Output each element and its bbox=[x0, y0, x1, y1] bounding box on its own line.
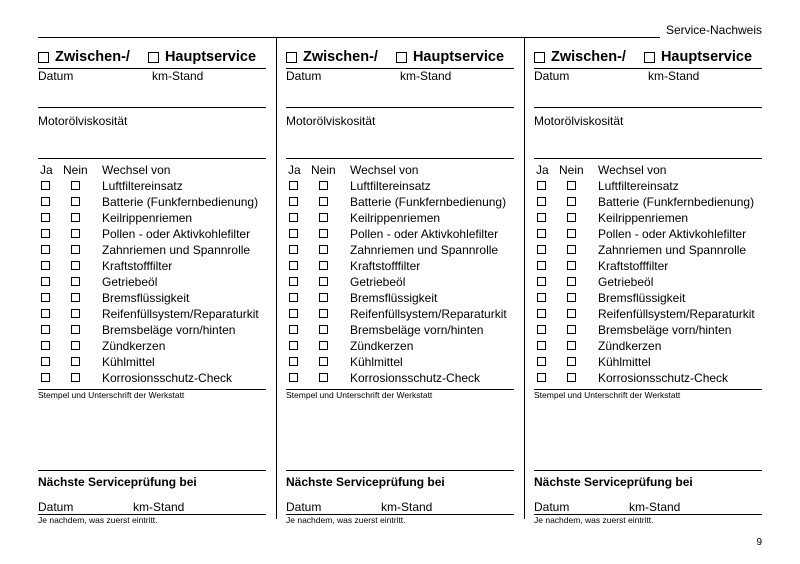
next-service-line bbox=[286, 470, 514, 471]
date-label: Datum bbox=[534, 69, 570, 83]
nein-checkbox[interactable] bbox=[567, 261, 576, 270]
next-service-note: Je nachdem, was zuerst eintritt. bbox=[534, 515, 654, 525]
stamp-label: Stempel und Unterschrift der Werkstatt bbox=[534, 390, 681, 400]
nein-checkbox[interactable] bbox=[71, 245, 80, 254]
checklist-item bbox=[38, 258, 266, 274]
checklist-item-label: Korrosionsschutz-Check bbox=[598, 371, 729, 385]
checklist-item bbox=[534, 306, 762, 322]
ja-checkbox[interactable] bbox=[289, 181, 298, 190]
ja-checkbox[interactable] bbox=[41, 309, 50, 318]
checklist-item-label: Bremsbeläge vorn/hinten bbox=[102, 323, 236, 337]
ja-checkbox[interactable] bbox=[537, 325, 546, 334]
next-service-note: Je nachdem, was zuerst eintritt. bbox=[286, 515, 406, 525]
header-rule bbox=[38, 37, 660, 38]
ja-checkbox[interactable] bbox=[289, 261, 298, 270]
checklist bbox=[38, 178, 266, 386]
checklist-item bbox=[286, 354, 514, 370]
stamp-label: Stempel und Unterschrift der Werkstatt bbox=[38, 390, 185, 400]
nein-checkbox[interactable] bbox=[71, 197, 80, 206]
hauptservice-checkbox[interactable] bbox=[644, 52, 655, 63]
checklist-item bbox=[534, 322, 762, 338]
nein-checkbox[interactable] bbox=[567, 229, 576, 238]
checklist-item bbox=[534, 258, 762, 274]
next-service-line bbox=[38, 470, 266, 471]
ja-checkbox[interactable] bbox=[537, 293, 546, 302]
nein-checkbox[interactable] bbox=[71, 213, 80, 222]
wechsel-column-header: Wechsel von bbox=[350, 163, 419, 177]
checklist-item bbox=[286, 258, 514, 274]
nein-checkbox[interactable] bbox=[319, 245, 328, 254]
stamp-label: Stempel und Unterschrift der Werkstatt bbox=[286, 390, 433, 400]
date-label: Datum bbox=[38, 69, 74, 83]
zwischenservice-checkbox[interactable] bbox=[534, 52, 545, 63]
nein-checkbox[interactable] bbox=[319, 213, 328, 222]
km-label: km-Stand bbox=[648, 69, 700, 83]
wechsel-column-header: Wechsel von bbox=[102, 163, 171, 177]
checklist-item bbox=[38, 306, 266, 322]
nein-checkbox[interactable] bbox=[71, 357, 80, 366]
ja-checkbox[interactable] bbox=[41, 277, 50, 286]
checklist-header bbox=[286, 158, 514, 178]
next-date-label: Datum bbox=[534, 500, 570, 514]
hauptservice-checkbox[interactable] bbox=[148, 52, 159, 63]
nein-checkbox[interactable] bbox=[71, 373, 80, 382]
wechsel-column-header: Wechsel von bbox=[598, 163, 667, 177]
checklist-item-label: Zündkerzen bbox=[350, 339, 414, 353]
checklist-item-label: Batterie (Funkfernbedienung) bbox=[102, 195, 259, 209]
checklist-item-label: Bremsbeläge vorn/hinten bbox=[598, 323, 732, 337]
ja-checkbox[interactable] bbox=[537, 213, 546, 222]
date-km-labels bbox=[534, 68, 762, 83]
ja-checkbox[interactable] bbox=[537, 357, 546, 366]
checklist-item-label: Pollen - oder Aktivkohlefilter bbox=[598, 227, 747, 241]
ja-checkbox[interactable] bbox=[537, 277, 546, 286]
checklist-item-label: Zündkerzen bbox=[102, 339, 166, 353]
nein-checkbox[interactable] bbox=[71, 181, 80, 190]
next-service-note: Je nachdem, was zuerst eintritt. bbox=[38, 515, 158, 525]
hauptservice-label: Hauptservice bbox=[164, 49, 257, 65]
checklist-item-label: Kraftstofffilter bbox=[350, 259, 421, 273]
checklist-item-label: Batterie (Funkfernbedienung) bbox=[598, 195, 755, 209]
checklist-item-label: Kühlmittel bbox=[350, 355, 403, 369]
nein-checkbox[interactable] bbox=[567, 181, 576, 190]
hauptservice-label: Hauptservice bbox=[412, 49, 505, 65]
checklist-item bbox=[38, 370, 266, 386]
checklist-item-label: Reifenfüllsystem/Reparaturkit bbox=[598, 307, 755, 321]
nein-checkbox[interactable] bbox=[567, 373, 576, 382]
checklist-item-label: Reifenfüllsystem/Reparaturkit bbox=[102, 307, 259, 321]
nein-checkbox[interactable] bbox=[319, 229, 328, 238]
hauptservice-label: Hauptservice bbox=[660, 49, 753, 65]
nein-checkbox[interactable] bbox=[319, 309, 328, 318]
viscosity-label: Motorölviskosität bbox=[534, 114, 624, 128]
nein-checkbox[interactable] bbox=[567, 245, 576, 254]
viscosity-entry-field[interactable] bbox=[38, 128, 266, 140]
km-label: km-Stand bbox=[152, 69, 204, 83]
checklist-item bbox=[38, 354, 266, 370]
checklist-item bbox=[286, 338, 514, 354]
nein-checkbox[interactable] bbox=[319, 197, 328, 206]
ja-checkbox[interactable] bbox=[537, 373, 546, 382]
checklist-item bbox=[38, 194, 266, 210]
nein-checkbox[interactable] bbox=[567, 341, 576, 350]
nein-checkbox[interactable] bbox=[71, 341, 80, 350]
ja-checkbox[interactable] bbox=[289, 293, 298, 302]
next-service-fields[interactable] bbox=[534, 500, 762, 514]
next-km-label: km-Stand bbox=[133, 500, 185, 514]
stamp-signature-area[interactable] bbox=[286, 390, 514, 470]
nein-checkbox[interactable] bbox=[319, 341, 328, 350]
checklist-item bbox=[534, 290, 762, 306]
checklist-item-label: Pollen - oder Aktivkohlefilter bbox=[350, 227, 499, 241]
checklist-item bbox=[534, 178, 762, 194]
checklist-item-label: Reifenfüllsystem/Reparaturkit bbox=[350, 307, 507, 321]
checklist-item bbox=[534, 354, 762, 370]
nein-checkbox[interactable] bbox=[71, 229, 80, 238]
ja-checkbox[interactable] bbox=[41, 229, 50, 238]
service-type-heading bbox=[534, 46, 762, 68]
ja-checkbox[interactable] bbox=[537, 181, 546, 190]
nein-checkbox[interactable] bbox=[71, 325, 80, 334]
date-km-line bbox=[38, 107, 266, 108]
ja-checkbox[interactable] bbox=[289, 325, 298, 334]
checklist-item bbox=[286, 274, 514, 290]
nein-checkbox[interactable] bbox=[567, 309, 576, 318]
next-service-title: Nächste Serviceprüfung bei bbox=[38, 475, 197, 489]
next-date-label: Datum bbox=[38, 500, 74, 514]
nein-checkbox[interactable] bbox=[71, 293, 80, 302]
checklist-item-label: Korrosionsschutz-Check bbox=[102, 371, 233, 385]
nein-checkbox[interactable] bbox=[319, 373, 328, 382]
next-service-title: Nächste Serviceprüfung bei bbox=[534, 475, 693, 489]
ja-checkbox[interactable] bbox=[537, 261, 546, 270]
ja-checkbox[interactable] bbox=[289, 357, 298, 366]
ja-checkbox[interactable] bbox=[289, 277, 298, 286]
checklist-item-label: Zahnriemen und Spannrolle bbox=[350, 243, 499, 257]
checklist-item bbox=[286, 194, 514, 210]
hauptservice-checkbox[interactable] bbox=[396, 52, 407, 63]
checklist-item bbox=[38, 322, 266, 338]
km-label: km-Stand bbox=[400, 69, 452, 83]
checklist-item-label: Keilrippenriemen bbox=[350, 211, 441, 225]
checklist-item-label: Luftfiltereinsatz bbox=[350, 179, 431, 193]
checklist-item bbox=[534, 194, 762, 210]
nein-checkbox[interactable] bbox=[319, 325, 328, 334]
zwischenservice-label: Zwischen-/ bbox=[55, 49, 130, 65]
service-column bbox=[38, 46, 266, 526]
checklist-item-label: Luftfiltereinsatz bbox=[598, 179, 679, 193]
ja-column-header: Ja bbox=[288, 163, 301, 177]
nein-checkbox[interactable] bbox=[567, 293, 576, 302]
ja-checkbox[interactable] bbox=[41, 245, 50, 254]
viscosity-label: Motorölviskosität bbox=[38, 114, 128, 128]
checklist-item-label: Getriebeöl bbox=[102, 275, 158, 289]
ja-checkbox[interactable] bbox=[537, 341, 546, 350]
date-km-entry-field[interactable] bbox=[38, 83, 266, 107]
service-column bbox=[286, 46, 514, 526]
date-km-labels bbox=[286, 68, 514, 83]
ja-column-header: Ja bbox=[40, 163, 53, 177]
checklist-item-label: Keilrippenriemen bbox=[598, 211, 689, 225]
next-km-label: km-Stand bbox=[381, 500, 433, 514]
checklist-item-label: Kraftstofffilter bbox=[598, 259, 669, 273]
checklist-item-label: Kühlmittel bbox=[598, 355, 651, 369]
date-km-entry-field[interactable] bbox=[534, 83, 762, 107]
zwischenservice-label: Zwischen-/ bbox=[303, 49, 378, 65]
date-km-labels bbox=[38, 68, 266, 83]
checklist-item-label: Korrosionsschutz-Check bbox=[350, 371, 481, 385]
ja-checkbox[interactable] bbox=[41, 181, 50, 190]
nein-checkbox[interactable] bbox=[319, 277, 328, 286]
viscosity-entry-field[interactable] bbox=[534, 128, 762, 140]
checklist bbox=[534, 178, 762, 386]
next-service-line bbox=[534, 470, 762, 471]
checklist-item-label: Zündkerzen bbox=[598, 339, 662, 353]
stamp-signature-area[interactable] bbox=[534, 390, 762, 470]
checklist bbox=[286, 178, 514, 386]
ja-checkbox[interactable] bbox=[289, 245, 298, 254]
checklist-item bbox=[38, 290, 266, 306]
nein-checkbox[interactable] bbox=[567, 197, 576, 206]
viscosity-label: Motorölviskosität bbox=[286, 114, 376, 128]
ja-checkbox[interactable] bbox=[289, 213, 298, 222]
checklist-header bbox=[38, 158, 266, 178]
checklist-item-label: Getriebeöl bbox=[350, 275, 406, 289]
next-service-fields[interactable] bbox=[286, 500, 514, 514]
next-km-label: km-Stand bbox=[629, 500, 681, 514]
ja-checkbox[interactable] bbox=[537, 197, 546, 206]
column-divider bbox=[276, 38, 277, 519]
checklist-item-label: Zahnriemen und Spannrolle bbox=[102, 243, 251, 257]
ja-checkbox[interactable] bbox=[537, 309, 546, 318]
nein-checkbox[interactable] bbox=[567, 357, 576, 366]
nein-column-header: Nein bbox=[311, 163, 336, 177]
nein-checkbox[interactable] bbox=[567, 325, 576, 334]
zwischenservice-label: Zwischen-/ bbox=[551, 49, 626, 65]
service-type-heading bbox=[38, 46, 266, 68]
ja-column-header: Ja bbox=[536, 163, 549, 177]
checklist-item-label: Bremsflüssigkeit bbox=[598, 291, 686, 305]
zwischenservice-checkbox[interactable] bbox=[38, 52, 49, 63]
checklist-item-label: Batterie (Funkfernbedienung) bbox=[350, 195, 507, 209]
nein-column-header: Nein bbox=[559, 163, 584, 177]
ja-checkbox[interactable] bbox=[41, 261, 50, 270]
checklist-item-label: Zahnriemen und Spannrolle bbox=[598, 243, 747, 257]
checklist-item bbox=[286, 242, 514, 258]
nein-checkbox[interactable] bbox=[319, 261, 328, 270]
ja-checkbox[interactable] bbox=[289, 229, 298, 238]
ja-checkbox[interactable] bbox=[289, 341, 298, 350]
column-divider bbox=[524, 38, 525, 519]
service-type-heading bbox=[286, 46, 514, 68]
nein-checkbox[interactable] bbox=[567, 213, 576, 222]
ja-checkbox[interactable] bbox=[289, 197, 298, 206]
ja-checkbox[interactable] bbox=[41, 213, 50, 222]
checklist-item bbox=[286, 290, 514, 306]
checklist-item bbox=[534, 226, 762, 242]
nein-column-header: Nein bbox=[63, 163, 88, 177]
checklist-item bbox=[286, 370, 514, 386]
checklist-item-label: Pollen - oder Aktivkohlefilter bbox=[102, 227, 251, 241]
checklist-item-label: Kraftstofffilter bbox=[102, 259, 173, 273]
ja-checkbox[interactable] bbox=[41, 341, 50, 350]
ja-checkbox[interactable] bbox=[41, 373, 50, 382]
nein-checkbox[interactable] bbox=[71, 261, 80, 270]
next-date-label: Datum bbox=[286, 500, 322, 514]
checklist-item bbox=[38, 210, 266, 226]
checklist-item bbox=[38, 242, 266, 258]
checklist-item bbox=[286, 322, 514, 338]
ja-checkbox[interactable] bbox=[289, 373, 298, 382]
service-column bbox=[534, 46, 762, 526]
checklist-item bbox=[534, 210, 762, 226]
date-km-line bbox=[534, 107, 762, 108]
checklist-item bbox=[534, 242, 762, 258]
checklist-item-label: Getriebeöl bbox=[598, 275, 654, 289]
checklist-item bbox=[286, 210, 514, 226]
date-label: Datum bbox=[286, 69, 322, 83]
checklist-item bbox=[534, 370, 762, 386]
ja-checkbox[interactable] bbox=[41, 293, 50, 302]
stamp-signature-area[interactable] bbox=[38, 390, 266, 470]
ja-checkbox[interactable] bbox=[41, 325, 50, 334]
checklist-header bbox=[534, 158, 762, 178]
checklist-item bbox=[534, 338, 762, 354]
checklist-item bbox=[534, 274, 762, 290]
next-service-fields[interactable] bbox=[38, 500, 266, 514]
page-number: 9 bbox=[756, 537, 762, 548]
ja-checkbox[interactable] bbox=[537, 229, 546, 238]
ja-checkbox[interactable] bbox=[537, 245, 546, 254]
date-km-entry-field[interactable] bbox=[286, 83, 514, 107]
nein-checkbox[interactable] bbox=[567, 277, 576, 286]
checklist-item bbox=[38, 178, 266, 194]
checklist-item bbox=[38, 338, 266, 354]
checklist-item bbox=[286, 306, 514, 322]
checklist-item bbox=[286, 178, 514, 194]
page-title: Service-Nachweis bbox=[665, 23, 762, 37]
checklist-item bbox=[286, 226, 514, 242]
checklist-item-label: Bremsflüssigkeit bbox=[350, 291, 438, 305]
zwischenservice-checkbox[interactable] bbox=[286, 52, 297, 63]
viscosity-entry-field[interactable] bbox=[286, 128, 514, 140]
checklist-item-label: Luftfiltereinsatz bbox=[102, 179, 183, 193]
checklist-item bbox=[38, 274, 266, 290]
nein-checkbox[interactable] bbox=[71, 277, 80, 286]
ja-checkbox[interactable] bbox=[41, 357, 50, 366]
ja-checkbox[interactable] bbox=[289, 309, 298, 318]
nein-checkbox[interactable] bbox=[319, 293, 328, 302]
next-service-title: Nächste Serviceprüfung bei bbox=[286, 475, 445, 489]
nein-checkbox[interactable] bbox=[319, 181, 328, 190]
nein-checkbox[interactable] bbox=[319, 357, 328, 366]
nein-checkbox[interactable] bbox=[71, 309, 80, 318]
checklist-item bbox=[38, 226, 266, 242]
checklist-item-label: Kühlmittel bbox=[102, 355, 155, 369]
ja-checkbox[interactable] bbox=[41, 197, 50, 206]
checklist-item-label: Bremsbeläge vorn/hinten bbox=[350, 323, 484, 337]
checklist-item-label: Bremsflüssigkeit bbox=[102, 291, 190, 305]
checklist-item-label: Keilrippenriemen bbox=[102, 211, 193, 225]
date-km-line bbox=[286, 107, 514, 108]
